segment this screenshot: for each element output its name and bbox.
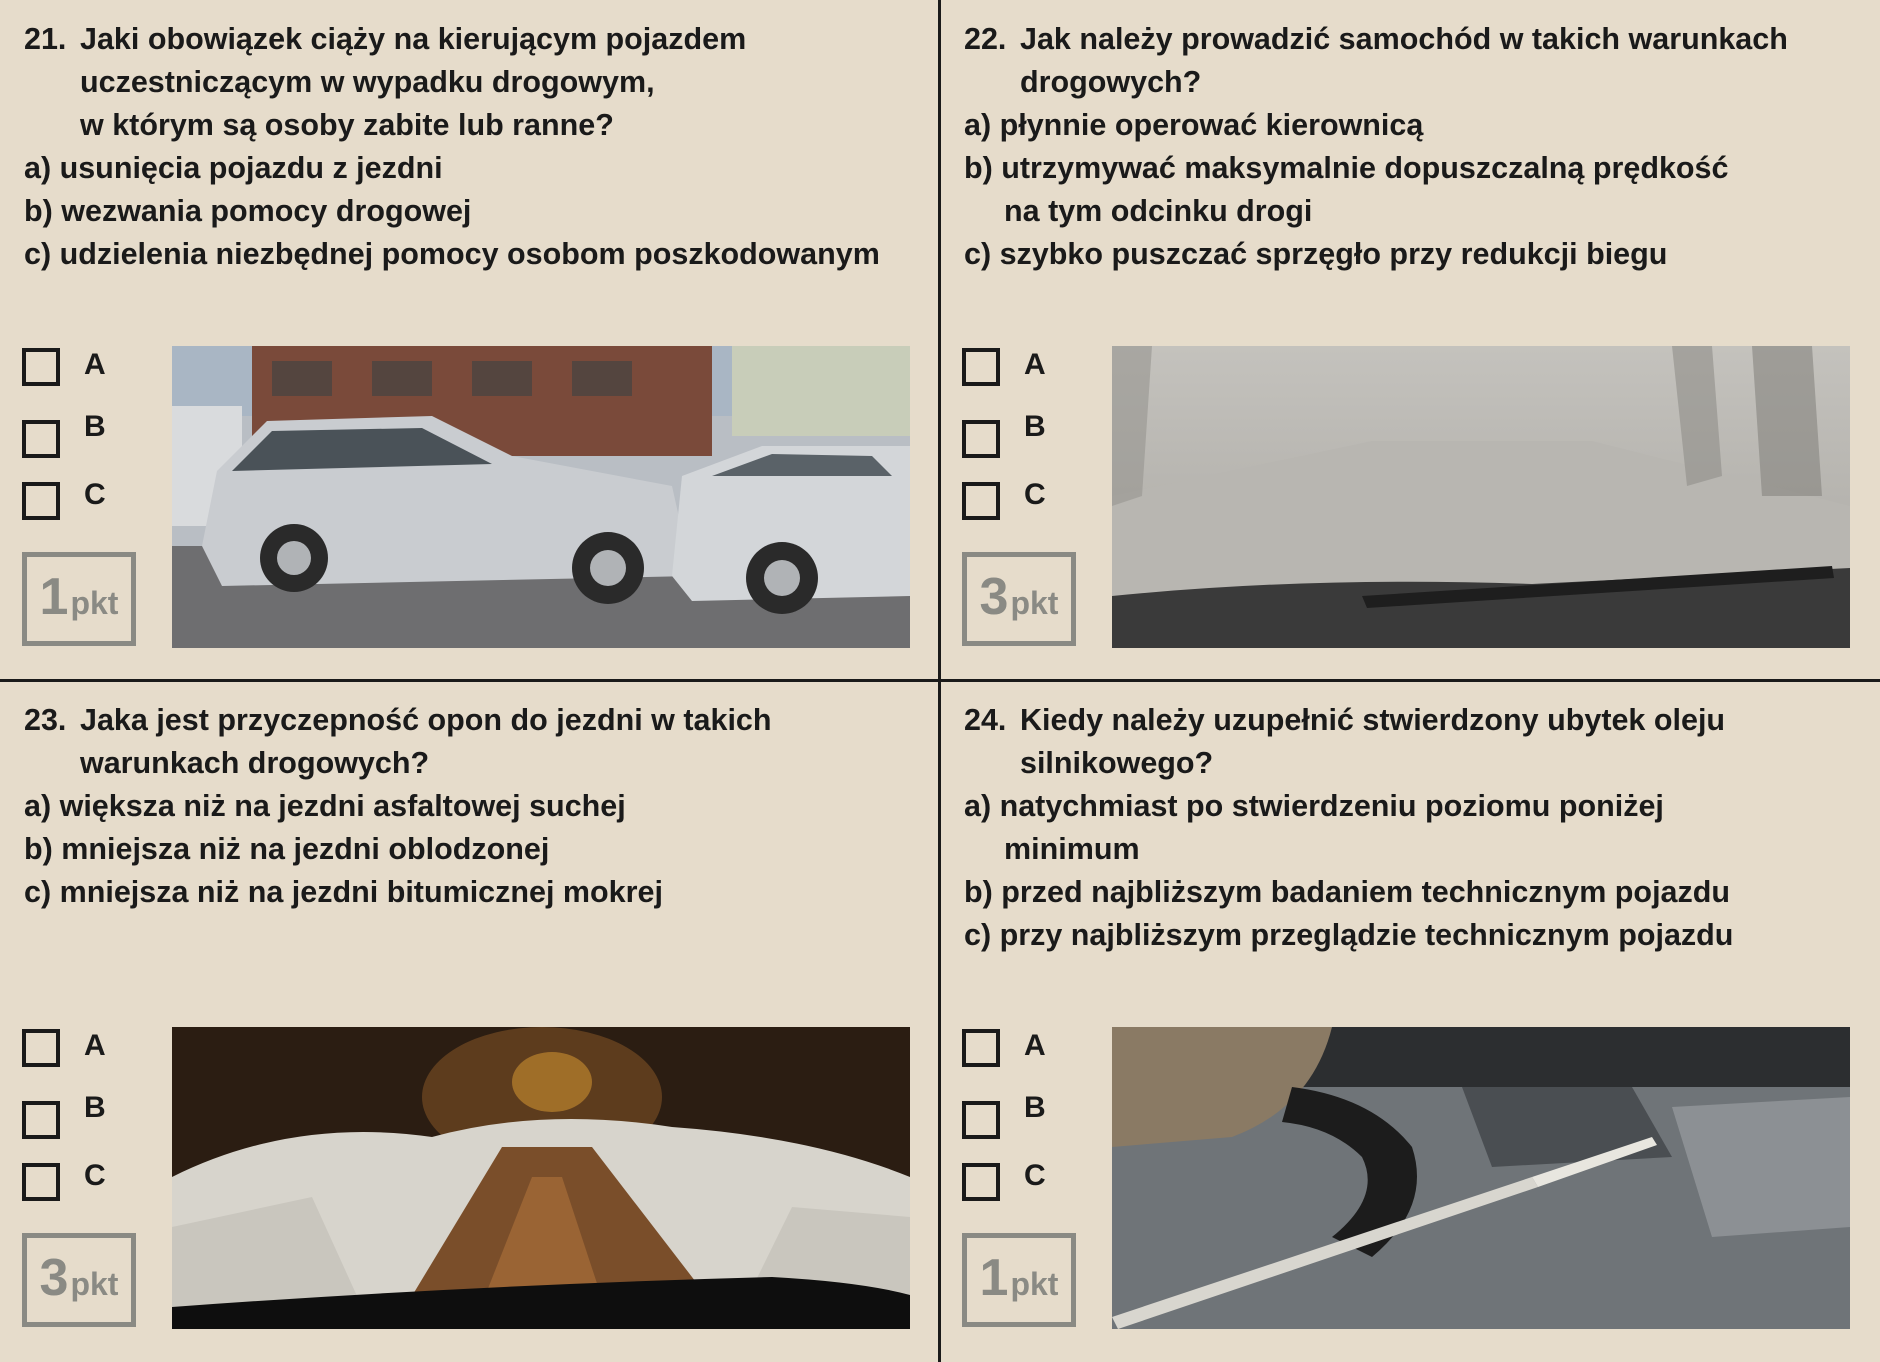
question-number: 23. bbox=[24, 703, 67, 737]
question-text bbox=[24, 18, 924, 276]
points-badge bbox=[962, 1233, 1076, 1327]
answer-option-b-continued: na tym odcinku drogi bbox=[1004, 194, 1313, 228]
checkbox-b[interactable] bbox=[22, 1101, 60, 1139]
question-line: Kiedy należy uzupełnić stwierdzony ubytek oleju bbox=[1020, 703, 1726, 737]
checkbox-label-c: C bbox=[84, 478, 106, 511]
points-value: 3 bbox=[979, 568, 1009, 626]
checkbox-label-c: C bbox=[84, 1159, 106, 1192]
points-unit: pkt bbox=[70, 1266, 119, 1302]
checkbox-c[interactable] bbox=[962, 482, 1000, 520]
points-badge bbox=[22, 1233, 136, 1327]
question-card-23 bbox=[0, 681, 940, 1362]
answer-option-b: b) utrzymywać maksymalnie dopuszczalną prędkość bbox=[964, 151, 1729, 185]
question-line: drogowych? bbox=[1020, 65, 1202, 99]
checkbox-label-c: C bbox=[1024, 478, 1046, 511]
checkbox-label-a: A bbox=[1024, 348, 1046, 381]
answer-option-a: a) płynnie operować kierownicą bbox=[964, 108, 1424, 142]
answer-option-a: a) natychmiast po stwierdzeniu poziomu poniżej bbox=[964, 789, 1664, 823]
question-line: Jak należy prowadzić samochód w takich warunkach bbox=[1020, 22, 1788, 56]
checkbox-a[interactable] bbox=[962, 1029, 1000, 1067]
question-text bbox=[964, 699, 1864, 957]
checkbox-label-a: A bbox=[1024, 1029, 1046, 1062]
night-snowy-road-photo bbox=[172, 1027, 910, 1329]
checkbox-label-a: A bbox=[84, 348, 106, 381]
checkbox-c[interactable] bbox=[22, 482, 60, 520]
answer-option-b: b) wezwania pomocy drogowej bbox=[24, 194, 472, 228]
question-number: 24. bbox=[964, 703, 1007, 737]
question-card-24 bbox=[940, 681, 1880, 1362]
question-line: Jaka jest przyczepność opon do jezdni w takich bbox=[80, 703, 772, 737]
points-badge bbox=[22, 552, 136, 646]
checkbox-label-b: B bbox=[1024, 1091, 1046, 1124]
checkbox-label-a: A bbox=[84, 1029, 106, 1062]
question-text bbox=[24, 699, 924, 914]
answer-option-b: b) mniejsza niż na jezdni oblodzonej bbox=[24, 832, 550, 866]
answer-option-a-continued: minimum bbox=[1004, 832, 1140, 866]
answer-option-b: b) przed najbliższym badaniem technicznym pojazdu bbox=[964, 875, 1731, 909]
checkbox-label-c: C bbox=[1024, 1159, 1046, 1192]
answer-option-c: c) szybko puszczać sprzęgło przy redukcji biegu bbox=[964, 237, 1668, 271]
answer-option-c: c) przy najbliższym przeglądzie technicznym pojazdu bbox=[964, 918, 1734, 952]
checkbox-a[interactable] bbox=[962, 348, 1000, 386]
checkbox-b[interactable] bbox=[962, 1101, 1000, 1139]
checkbox-c[interactable] bbox=[962, 1163, 1000, 1201]
question-line: w którym są osoby zabite lub ranne? bbox=[80, 108, 614, 142]
checkbox-a[interactable] bbox=[22, 1029, 60, 1067]
points-unit: pkt bbox=[1010, 585, 1059, 621]
answer-option-a: a) usunięcia pojazdu z jezdni bbox=[24, 151, 443, 185]
points-value: 1 bbox=[39, 568, 69, 626]
points-badge bbox=[962, 552, 1076, 646]
question-line: Jaki obowiązek ciąży na kierującym pojazdem bbox=[80, 22, 747, 56]
points-value: 1 bbox=[979, 1249, 1009, 1307]
checkbox-c[interactable] bbox=[22, 1163, 60, 1201]
car-collision-photo bbox=[172, 346, 910, 648]
checkbox-a[interactable] bbox=[22, 348, 60, 386]
checkbox-b[interactable] bbox=[22, 420, 60, 458]
question-line: silnikowego? bbox=[1020, 746, 1214, 780]
question-line: uczestniczącym w wypadku drogowym, bbox=[80, 65, 655, 99]
checkbox-b[interactable] bbox=[962, 420, 1000, 458]
question-text bbox=[964, 18, 1864, 276]
question-card-22 bbox=[940, 0, 1880, 681]
points-value: 3 bbox=[39, 1249, 69, 1307]
answer-option-c: c) udzielenia niezbędnej pomocy osobom poszkodowanym bbox=[24, 237, 880, 271]
question-card-21 bbox=[0, 0, 940, 681]
points-unit: pkt bbox=[1010, 1266, 1059, 1302]
points-unit: pkt bbox=[70, 585, 119, 621]
question-number: 21. bbox=[24, 22, 67, 56]
question-number: 22. bbox=[964, 22, 1007, 56]
foggy-snowy-road-photo bbox=[1112, 346, 1850, 648]
checkbox-label-b: B bbox=[84, 1091, 106, 1124]
oil-dipstick-photo bbox=[1112, 1027, 1850, 1329]
horizontal-divider bbox=[0, 679, 1880, 682]
checkbox-label-b: B bbox=[1024, 410, 1046, 443]
checkbox-label-b: B bbox=[84, 410, 106, 443]
question-line: warunkach drogowych? bbox=[80, 746, 430, 780]
answer-option-c: c) mniejsza niż na jezdni bitumicznej mokrej bbox=[24, 875, 663, 909]
answer-option-a: a) większa niż na jezdni asfaltowej suchej bbox=[24, 789, 626, 823]
